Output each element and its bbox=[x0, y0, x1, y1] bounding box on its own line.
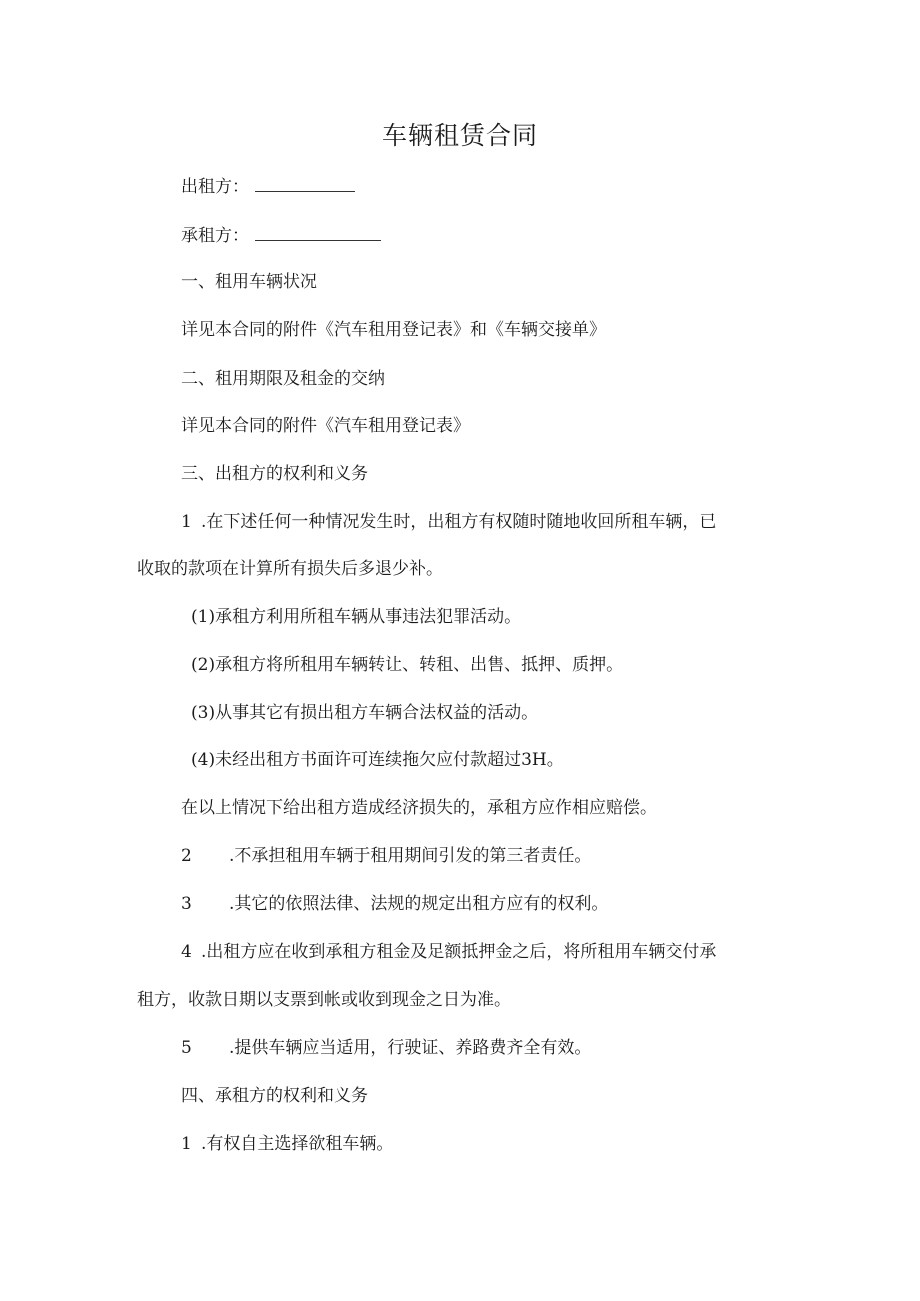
lessee-label: 承租方： bbox=[181, 226, 249, 246]
section-1-text: 详见本合同的附件《汽车租用登记表》和《车辆交接单》 bbox=[181, 320, 606, 340]
section-3-compensation: 在以上情况下给出租方造成经济损失的，承租方应作相应赔偿。 bbox=[181, 798, 657, 818]
section-3-sub-4: (4)未经出租方书面许可连续拖欠应付款超过3H。 bbox=[191, 750, 564, 770]
section-1-heading: 一、租用车辆状况 bbox=[181, 272, 317, 292]
section-3-item-4-line-1 bbox=[181, 939, 716, 965]
lessor-label: 出租方： bbox=[181, 177, 249, 197]
lessee-blank[interactable] bbox=[255, 222, 381, 241]
section-2-heading: 二、租用期限及租金的交纳 bbox=[181, 369, 385, 389]
item-number: 2 bbox=[181, 846, 192, 866]
section-4-item-1 bbox=[181, 1131, 393, 1157]
section-3-item-5 bbox=[181, 1035, 591, 1061]
section-3-item-1-line-2: 收取的款项在计算所有损失后多退少补。 bbox=[137, 559, 443, 579]
section-3-sub-2: (2)承租方将所租用车辆转让、转租、出售、抵押、质押。 bbox=[191, 655, 624, 675]
item-text: .有权自主选择欲租车辆。 bbox=[201, 1134, 394, 1154]
item-text: .出租方应在收到承租方租金及足额抵押金之后，将所租用车辆交付承 bbox=[201, 942, 717, 962]
lessor-blank[interactable] bbox=[255, 173, 355, 192]
item-number: 4 bbox=[181, 942, 192, 962]
document-title: 车辆租赁合同 bbox=[381, 121, 538, 150]
section-2-text: 详见本合同的附件《汽车租用登记表》 bbox=[181, 416, 470, 436]
section-3-item-3 bbox=[181, 891, 608, 917]
item-text: .不承担租用车辆于租用期间引发的第三者责任。 bbox=[229, 846, 592, 866]
item-number: 5 bbox=[181, 1038, 192, 1058]
section-3-heading: 三、出租方的权利和义务 bbox=[181, 464, 368, 484]
item-text: .提供车辆应当适用，行驶证、养路费齐全有效。 bbox=[229, 1038, 592, 1058]
lessee-line bbox=[181, 222, 381, 249]
section-3-item-2 bbox=[181, 843, 591, 869]
item-text: .其它的依照法律、法规的规定出租方应有的权利。 bbox=[229, 894, 609, 914]
section-3-item-1-line-1 bbox=[181, 509, 716, 535]
section-4-heading: 四、承租方的权利和义务 bbox=[181, 1086, 368, 1106]
item-number: 1 bbox=[181, 512, 192, 532]
item-number: 1 bbox=[181, 1134, 192, 1154]
section-3-sub-3: (3)从事其它有损出租方车辆合法权益的活动。 bbox=[191, 703, 539, 723]
item-number: 3 bbox=[181, 894, 192, 914]
lessor-line bbox=[181, 173, 355, 200]
item-text: .在下述任何一种情况发生时，出租方有权随时随地收回所租车辆，已 bbox=[201, 512, 717, 532]
section-3-item-4-line-2: 租方，收款日期以支票到帐或收到现金之日为准。 bbox=[137, 990, 511, 1010]
section-3-sub-1: (1)承租方利用所租车辆从事违法犯罪活动。 bbox=[191, 607, 522, 627]
